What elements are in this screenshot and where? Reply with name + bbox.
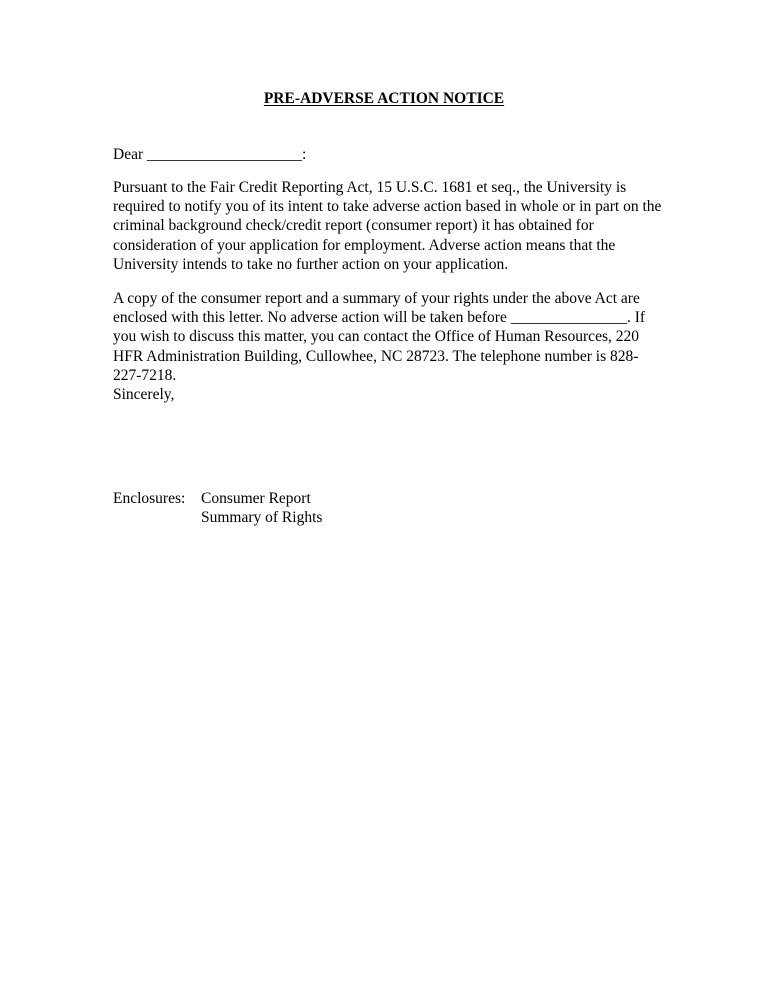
enclosure-item: Consumer Report (201, 490, 311, 507)
notice-title: PRE-ADVERSE ACTION NOTICE (263, 90, 505, 107)
enclosures-label: Enclosures: (113, 490, 186, 507)
closing: Sincerely, (113, 386, 175, 403)
enclosures-list (201, 489, 322, 527)
enclosure-item: Summary of Rights (201, 509, 323, 527)
salutation: Dear ____________________: (113, 146, 307, 163)
enclosures-block (113, 489, 322, 527)
body-paragraph-2: A copy of the consumer report and a summary of your rights under the above Act are enclosed with this letter. No adverse action will be taken before _______________. If you wish to discuss this matter, you can contact the Office of Human Resources, 220 HFR Administration Building, Cullowhee, NC 28723. The telephone number is 828-227-7218. (113, 290, 646, 384)
body-paragraph-1: Pursuant to the Fair Credit Reporting Act, 15 U.S.C. 1681 et seq., the University is required to notify you of its intent to take adverse action based in whole or in part on the criminal background check/credit report (consumer report) it has obtained for consideration of your application for employment. Adverse action means that the University intends to take no further action on your application. (113, 179, 662, 273)
